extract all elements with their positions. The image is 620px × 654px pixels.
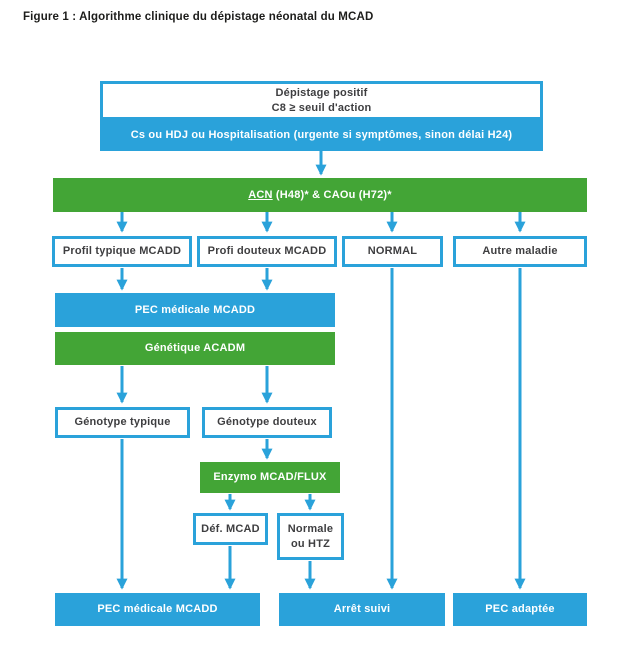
node-pec-medicale-mcadd-mid-label: PEC médicale MCADD (134, 303, 256, 316)
node-depistage-positif (100, 81, 543, 120)
node-def-mcad (193, 513, 268, 545)
node-genotype-typique (55, 407, 190, 438)
node-depistage-positif-line2: C8 ≥ seuil d'action (271, 101, 372, 114)
node-genetique-acadm (55, 332, 335, 365)
node-arret-suivi (279, 593, 445, 626)
node-pec-medicale-mcadd-bottom (55, 593, 260, 626)
node-genotype-typique-label: Génotype typique (74, 416, 171, 429)
node-profil-douteux-mcadd (197, 236, 337, 267)
node-pec-adaptee (453, 593, 587, 626)
node-acn-underlined-text: ACN (248, 188, 273, 201)
node-profil-typique-mcadd-label: Profil typique MCADD (62, 245, 182, 258)
node-arret-suivi-label: Arrêt suivi (333, 603, 391, 616)
node-normale-ou-htz-line2: ou HTZ (290, 537, 331, 550)
node-normal (342, 236, 443, 267)
node-pec-medicale-mcadd-mid (55, 293, 335, 327)
node-def-mcad-label: Déf. MCAD (201, 522, 260, 535)
node-enzymo-mcad-flux (200, 462, 340, 493)
node-enzymo-mcad-flux-label: Enzymo MCAD/FLUX (213, 471, 327, 484)
node-profil-douteux-mcadd-label: Profi douteux MCADD (207, 245, 327, 258)
node-acn-rest-text: (H48)* & CAOu (H72)* (272, 188, 392, 201)
node-autre-maladie-label: Autre maladie (482, 245, 558, 258)
node-genotype-douteux-label: Génotype douteux (217, 416, 317, 429)
node-cs-hdj-hospitalisation-label: Cs ou HDJ ou Hospitalisation (urgente si symptômes, sinon délai H24) (130, 129, 513, 142)
node-autre-maladie (453, 236, 587, 267)
node-cs-hdj-hospitalisation (100, 120, 543, 151)
node-acn-caou (53, 178, 587, 212)
node-pec-adaptee-label: PEC adaptée (485, 603, 555, 616)
node-genetique-acadm-label: Génétique ACADM (144, 342, 246, 355)
node-normal-label: NORMAL (367, 245, 418, 258)
node-genotype-douteux (202, 407, 332, 438)
node-depistage-positif-line1: Dépistage positif (275, 87, 368, 100)
figure-title: Figure 1 : Algorithme clinique du dépistage néonatal du MCAD (23, 11, 374, 23)
node-pec-medicale-mcadd-bottom-label: PEC médicale MCADD (97, 603, 218, 616)
node-profil-typique-mcadd (52, 236, 192, 267)
node-normale-ou-htz (277, 513, 344, 560)
node-normale-ou-htz-line1: Normale (287, 523, 334, 536)
node-acn-caou-label (248, 188, 392, 202)
